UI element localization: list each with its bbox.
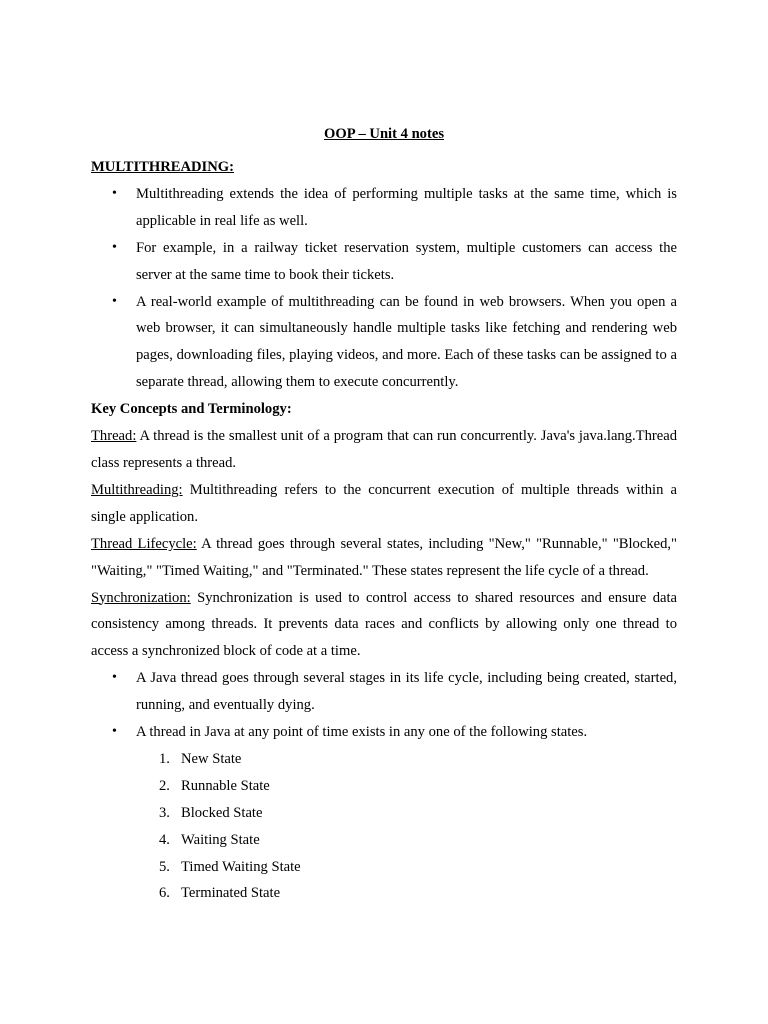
definition-synchronization	[91, 585, 677, 666]
list-number: 6.	[159, 885, 170, 902]
definition-term: Multithreading:	[91, 481, 183, 498]
list-number: 1.	[159, 750, 170, 767]
bullet-text: For example, in a railway ticket reservation system, multiple customers can access the server at the same time to book their tickets.	[136, 239, 677, 283]
list-item	[112, 719, 677, 746]
thread-states-list	[91, 746, 677, 907]
definition-thread-lifecycle	[91, 531, 677, 585]
document-title: OOP – Unit 4 notes	[324, 126, 444, 142]
definition-text: A thread is the smallest unit of a program that can run concurrently. Java's java.lang.Thread class represents a thread.	[91, 428, 677, 471]
intro-bullet-list	[91, 181, 677, 396]
definition-term: Thread:	[91, 428, 137, 445]
definition-thread	[91, 423, 677, 477]
list-item	[112, 289, 677, 397]
list-item	[159, 800, 677, 827]
list-item	[159, 773, 677, 800]
list-item	[159, 854, 677, 881]
key-concepts-heading: Key Concepts and Terminology:	[91, 401, 292, 418]
list-item	[112, 181, 677, 235]
list-item	[159, 880, 677, 907]
state-label: Waiting State	[181, 831, 260, 848]
bullet-text: A thread in Java at any point of time exists in any one of the following states.	[136, 724, 588, 741]
definition-text: A thread goes through several states, including "New," "Runnable," "Blocked," "Waiting," "Timed Waiting," and "Terminated." These states represent the life cycle of a thread.	[91, 535, 678, 579]
bullet-icon: •	[112, 670, 117, 686]
definition-multithreading	[91, 477, 677, 531]
list-item	[159, 827, 677, 854]
bullet-icon: •	[112, 293, 117, 309]
list-item	[112, 665, 677, 719]
state-label: Runnable State	[181, 777, 270, 794]
bullet-icon: •	[112, 239, 117, 255]
list-item	[112, 235, 677, 289]
state-label: Blocked State	[181, 804, 263, 821]
list-number: 3.	[159, 804, 170, 821]
lifecycle-bullet-list	[91, 665, 677, 746]
state-label: Timed Waiting State	[181, 858, 301, 875]
section-heading-multithreading: MULTITHREADING:	[91, 159, 234, 175]
list-number: 2.	[159, 777, 170, 794]
bullet-icon: •	[112, 724, 117, 740]
list-number: 4.	[159, 831, 170, 848]
bullet-text: A Java thread goes through several stages in its life cycle, including being created, started, running, and eventually dying.	[136, 670, 677, 714]
state-label: New State	[181, 750, 242, 767]
bullet-icon: •	[112, 185, 117, 201]
list-number: 5.	[159, 858, 170, 875]
bullet-text: A real-world example of multithreading can be found in web browsers. When you open a web browser, it can simultaneously handle multiple tasks like fetching and rendering web pages, downloading files, playing videos, and more. Each of these tasks can be assigned to a separate thread, allowing them to execute concurrently.	[136, 293, 677, 391]
state-label: Terminated State	[181, 885, 281, 902]
definition-term: Thread Lifecycle:	[91, 535, 197, 552]
definition-term: Synchronization:	[91, 589, 191, 606]
bullet-text: Multithreading extends the idea of performing multiple tasks at the same time, which is applicable in real life as well.	[136, 185, 677, 229]
definition-text: Synchronization is used to control access to shared resources and ensure data consistency among threads. It prevents data races and conflicts by allowing only one thread to access a synchronized block of code at a time.	[91, 589, 678, 660]
definition-text: Multithreading refers to the concurrent execution of multiple threads within a single application.	[91, 481, 678, 525]
list-item	[159, 746, 677, 773]
